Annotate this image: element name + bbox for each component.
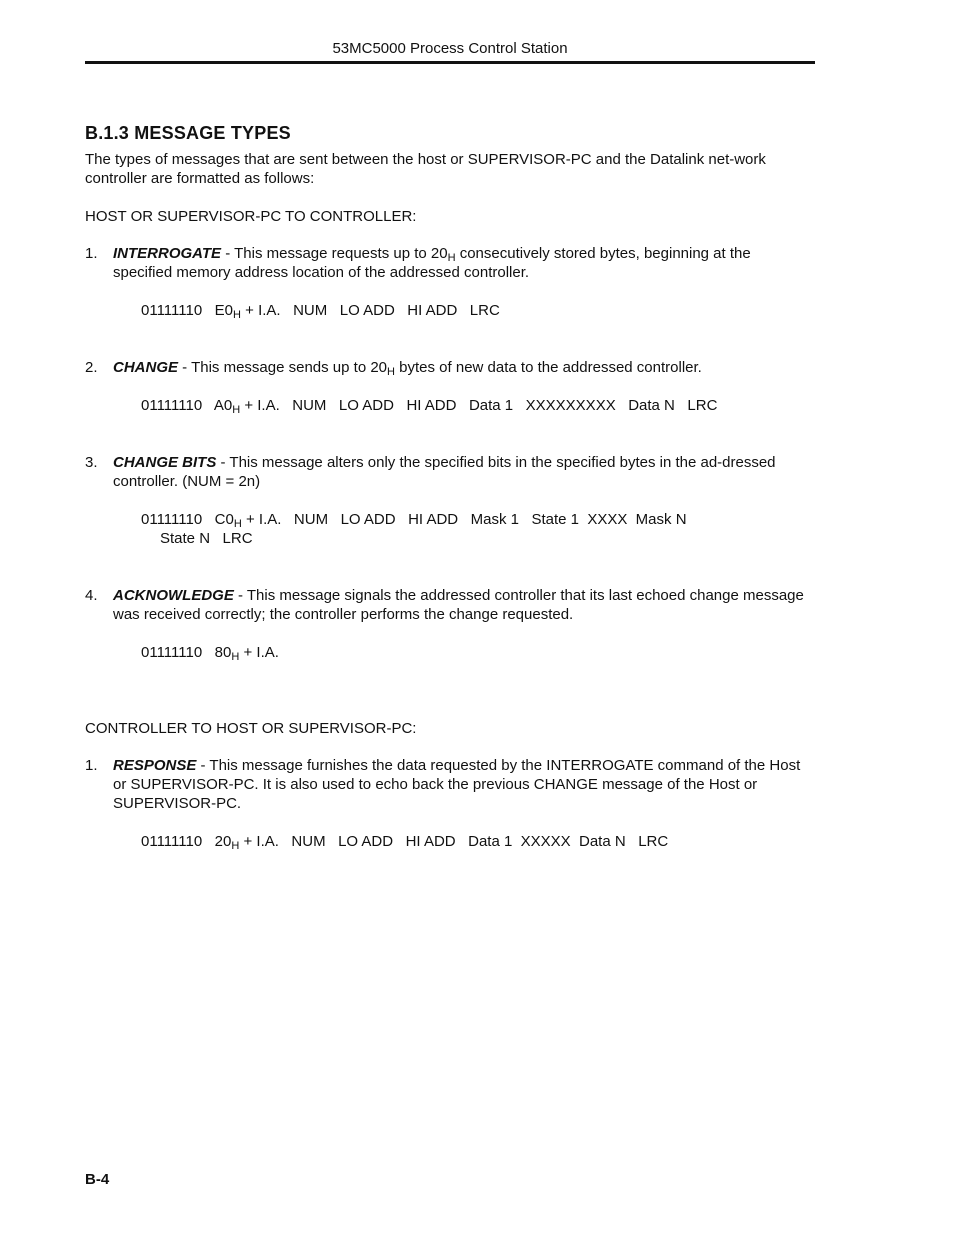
item-number: 4. xyxy=(85,587,98,604)
item-number: 3. xyxy=(85,454,98,471)
item-text: bytes of new data to the addressed controller. xyxy=(394,359,702,376)
message-format-change-bits: 01111110 $C0_H + I.A$. NUM LO ADD HI ADD Mask 1 State 1 XXXX Mask N xyxy=(141,511,687,530)
item-text: consecutively stored bytes, beginning at the specified memory address location of the addressed controller. xyxy=(113,245,751,281)
header-rule xyxy=(85,61,815,64)
controller-to-host-heading: CONTROLLER TO HOST OR SUPERVISOR-PC: xyxy=(85,720,417,737)
message-format-acknowledge: 01111110 $80_H + I.A$. xyxy=(141,644,279,663)
term-response: RESPONSE xyxy=(113,757,197,774)
item-number: 1. xyxy=(85,757,98,774)
hex-subscript: H xyxy=(447,252,456,264)
item-text: - This message alters only the specified bits in the specified bytes in the ad-dressed controller. (NUM = 2n) xyxy=(113,454,776,490)
message-format-change-bits-continued: State N LRC xyxy=(160,530,253,547)
message-format-response: 01111110 $20_H + I.A$. NUM LO ADD HI ADD Data 1 XXXXX Data N LRC xyxy=(141,833,669,852)
item-text: - This message requests up to 20 xyxy=(221,245,448,262)
term-interrogate: INTERROGATE xyxy=(113,245,222,262)
term-change: CHANGE xyxy=(113,359,179,376)
item-text: - This message sends up to 20 xyxy=(178,359,388,376)
message-format-change: 01111110 $A0_H + I.A$. NUM LO ADD HI ADD Data 1 XXXXXXXXX Data N LRC xyxy=(141,397,718,416)
item-text: - This message signals the addressed controller that its last echoed change message was received correctly; the controller performs the change requested. xyxy=(113,587,804,623)
term-change-bits: CHANGE BITS xyxy=(113,454,217,471)
host-to-controller-heading: HOST OR SUPERVISOR-PC TO CONTROLLER: xyxy=(85,208,417,225)
item-text: - This message furnishes the data requested by the INTERROGATE command of the Host or SUPERVISOR-PC. It is also used to echo back the previous CHANGE message of the Host or SUPERVISOR-PC. xyxy=(113,757,801,812)
list-item-interrogate xyxy=(85,244,810,282)
list-item-change-bits xyxy=(85,453,810,491)
list-item-acknowledge xyxy=(85,586,810,624)
term-acknowledge: ACKNOWLEDGE xyxy=(113,587,234,604)
page-header-title: 53MC5000 Process Control Station xyxy=(332,40,568,57)
page-number: B-4 xyxy=(85,1171,110,1188)
hex-subscript: H xyxy=(387,366,395,378)
item-number: 1. xyxy=(85,245,98,262)
section-heading: B.1.3 MESSAGE TYPES xyxy=(85,123,291,143)
item-number: 2. xyxy=(85,359,98,376)
list-item-change xyxy=(85,358,810,377)
list-item-response xyxy=(85,756,810,813)
message-format-interrogate: 01111110 $E0_H + I.A$. NUM LO ADD HI ADD LRC xyxy=(141,302,500,321)
intro-paragraph: The types of messages that are sent between the host or SUPERVISOR-PC and the Datalink net-work controller are formatted as follows: xyxy=(85,151,766,187)
